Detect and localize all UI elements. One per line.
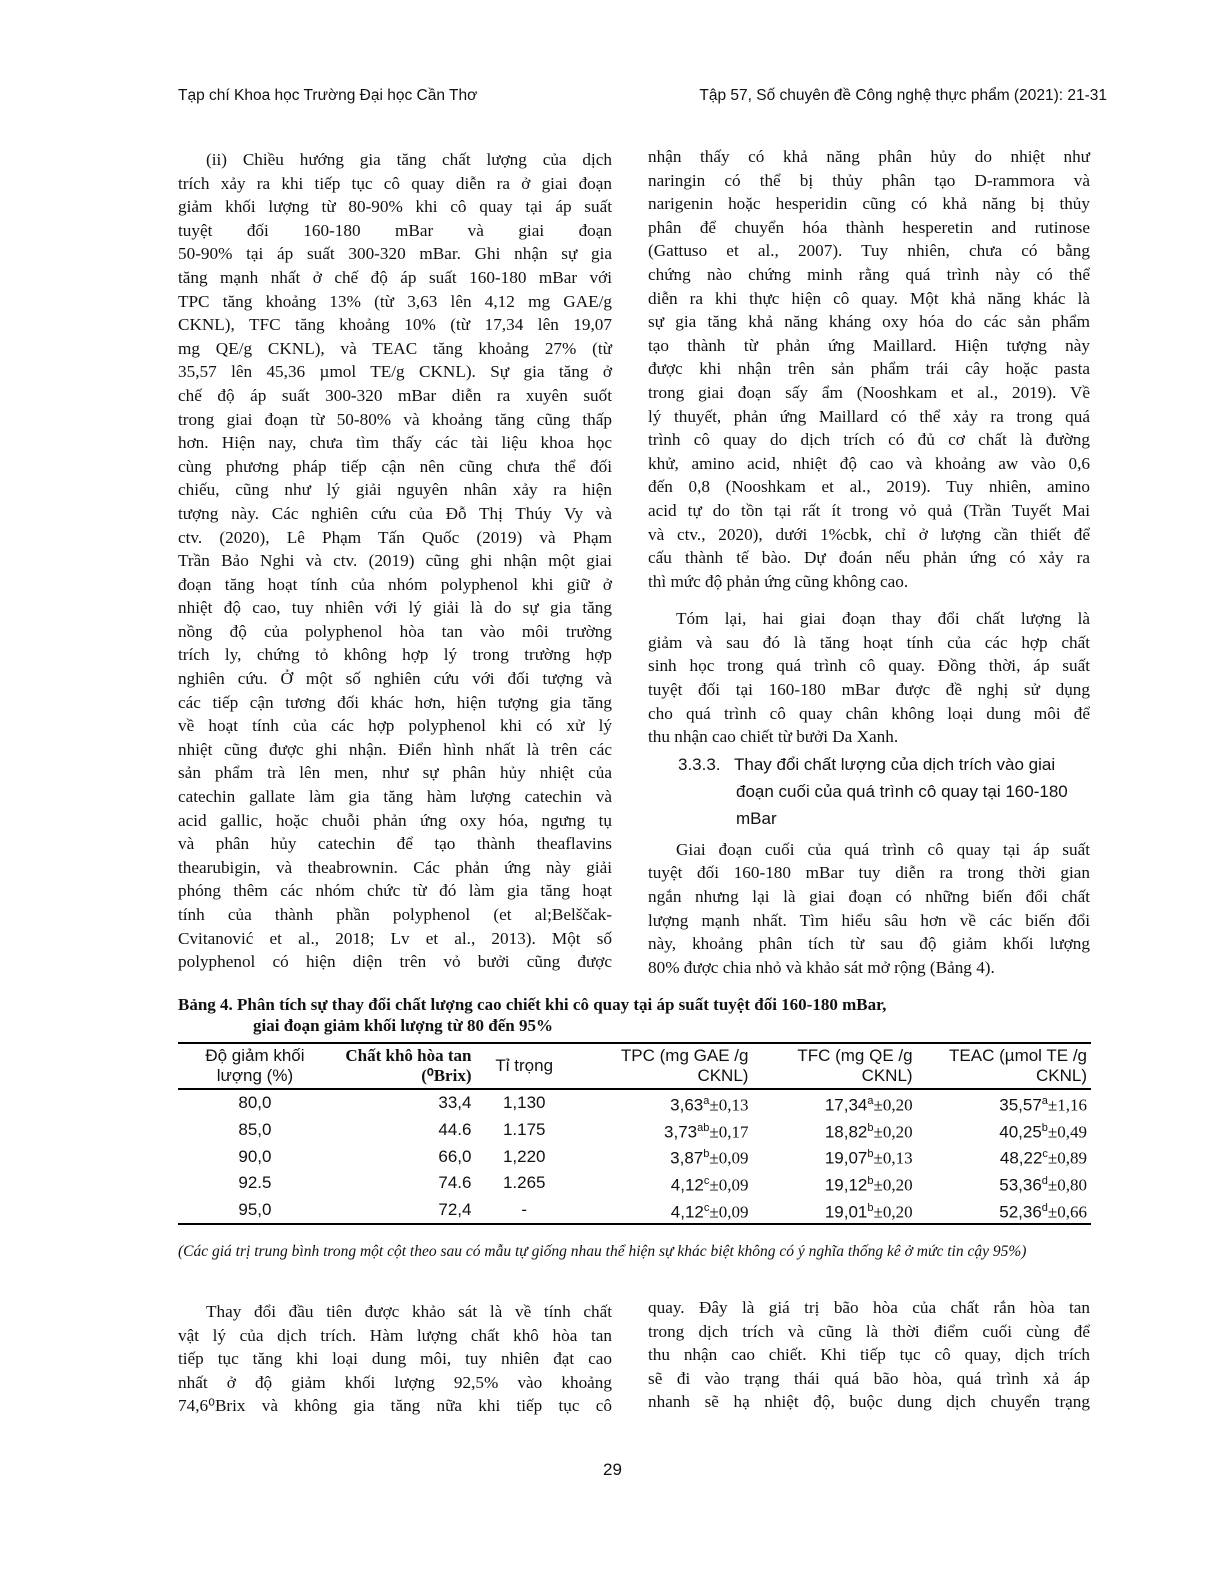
text-line: 74,6⁰Brix và không gia tăng nữa khi tiếp tục cô [178, 1396, 612, 1416]
text-line: này, khoảng phân tích từ sau độ giảm khối lượng [648, 934, 1090, 954]
journal-title: Tạp chí Khoa học Trường Đại học Cần Thơ [178, 87, 478, 104]
text-line: chế độ áp suất 300-320 mBar diễn ra xuyên suốt [178, 385, 612, 405]
section-heading [648, 751, 1090, 832]
tfc-group-letter: b [867, 1121, 874, 1134]
text-line: nhiệt cũng được ghi nhận. Điển hình nhất là trên các [178, 739, 612, 759]
mass-loss-cell [178, 1143, 332, 1170]
text-line: phóng thêm các nhóm chức từ đó làm gia tăng hoạt [178, 881, 612, 901]
tpc-value: 3,73 [664, 1122, 698, 1142]
teac-cell [917, 1143, 1091, 1170]
text-line: Cvitanović et al., 2018; Lv et al., 2013). Một số [178, 928, 612, 948]
text-line: thearubigin, và theabrownin. Các phản ứng này giải [178, 857, 612, 877]
mass-loss-cell: 95,0 [238, 1199, 272, 1219]
tpc-group-letter: a [703, 1095, 710, 1107]
brix-cell: 66,0 [438, 1146, 472, 1166]
text-line: tượng này. Các nghiên cứu của Đỗ Thị Thúy Vy và [178, 503, 612, 523]
text-line: trình cô quay do dịch trích có đủ cơ chất là đường [648, 430, 1090, 450]
text-line: và phân hủy catechin để tạo thành theaflavins [178, 834, 612, 854]
text-line: nhiệt độ cao, tuy nhiên với lý giải là do sự gia tăng [178, 598, 612, 618]
table-row [178, 1117, 1091, 1144]
teac-group-letter: d [1041, 1174, 1048, 1187]
teac-sd: ±0,89 [1047, 1148, 1087, 1168]
bottom-right-column [648, 1296, 1090, 1414]
text-line: về hoạt tính của các hợp polyphenol khi có xử lý [178, 716, 612, 736]
tfc-cell [752, 1089, 916, 1117]
tpc-value: 4,12 [670, 1202, 704, 1222]
text-line: vật lý của dịch trích. Hàm lượng chất khô hòa tan [178, 1325, 612, 1345]
brix-cell: 74.6 [438, 1173, 472, 1193]
teac-group-letter: c [1042, 1148, 1048, 1161]
text-line: nhận thấy có khả năng phân hủy do nhiệt như [648, 147, 1090, 166]
brix-cell [332, 1117, 476, 1144]
text-line: thì mức độ phản ứng cũng không cao. [648, 571, 909, 591]
mass-loss-cell [178, 1197, 332, 1225]
tpc-sd: ±0,09 [709, 1202, 749, 1222]
tpc-group-letter: b [703, 1148, 710, 1161]
tpc-cell [573, 1089, 753, 1117]
text-line: Giai đoạn cuối của quá trình cô quay tại áp suất [676, 839, 1090, 859]
text-line: sự gia tăng khả năng kháng oxy hóa do các sản phẩm [648, 312, 1090, 332]
text-line: được khi nhận trên sản phẩm trái cây hoặc pasta [648, 359, 1090, 379]
text-line: tuyệt đối 160-180 mBar và giai đoạn [178, 220, 612, 240]
table-row [178, 1143, 1091, 1170]
teac-group-letter: a [1041, 1095, 1048, 1107]
text-line: trích ly, chứng tỏ không hợp lý trong trường hợp [178, 645, 612, 665]
brix-cell: 44.6 [438, 1119, 472, 1139]
text-line: nhất ở độ giảm khối lượng 92,5% vào khoảng [178, 1372, 612, 1392]
density-cell: 1.265 [502, 1173, 546, 1193]
text-line: khử, amino acid, nhiệt độ cao và khoảng aw vào 0,6 [648, 453, 1090, 473]
text-line: CKNL), TFC tăng khoảng 10% (từ 17,34 lên 19,07 [178, 315, 612, 335]
teac-value: 48,22 [999, 1148, 1043, 1168]
tfc-sd: ±0,20 [873, 1175, 913, 1195]
mass-loss-cell [178, 1117, 332, 1144]
density-cell [475, 1117, 572, 1144]
paragraph [648, 838, 1090, 980]
text-line: đến 0,8 (Nooshkam et al., 2019). Tuy nhiên, amino [648, 477, 1090, 497]
text-line: tuyệt đối tại 160-180 mBar được đề nghị sử dụng [648, 680, 1090, 700]
tpc-cell [573, 1143, 753, 1170]
table-header-row [178, 1043, 1091, 1089]
text-line: thu nhận cao chiết. Khi tiếp tục cô quay, dịch trích [648, 1345, 1090, 1365]
text-line: trong giai đoạn sấy ẩm (Nooshkam et al., 2019). Về [648, 382, 1090, 402]
text-line: ngắn nhưng lại là giai đoạn có những biến đổi chất [648, 887, 1090, 907]
tfc-value: 19,07 [824, 1148, 868, 1168]
table-note: (Các giá trị trung bình trong một cột theo sau có mẫu tự giống nhau thể hiện sự khác biệt không có ý nghĩa thống kê ở mức tin cậy 95%) [178, 1243, 1027, 1260]
brix-cell: 72,4 [438, 1199, 472, 1219]
col-header-tfc: TFC (mg QE /g CKNL) [797, 1046, 913, 1085]
col-header-tpc: TPC (mg GAE /g CKNL) [620, 1046, 749, 1085]
mass-loss-cell: 85,0 [238, 1119, 272, 1139]
tfc-cell [752, 1197, 916, 1225]
tpc-sd: ±0,13 [709, 1095, 749, 1115]
table-caption [178, 994, 1098, 1036]
tpc-group-letter: ab [697, 1121, 710, 1134]
mass-loss-cell: 80,0 [238, 1093, 272, 1113]
text-line: nhanh sẽ hạ nhiệt độ, buộc dung dịch chuyển trạng [648, 1392, 1090, 1412]
text-line: (Gattuso et al., 2007). Tuy nhiên, chưa có bằng [648, 241, 1090, 261]
col-header-density: Tỉ trọng [495, 1056, 554, 1075]
text-line: naringin có thể bị thủy phân tạo D-rammora và [648, 170, 1090, 190]
tfc-value: 19,01 [824, 1202, 868, 1222]
paragraph [648, 607, 1090, 749]
text-line: trong giai đoạn từ 50-80% và khoảng tăng cũng thấp [178, 409, 612, 429]
teac-cell [917, 1117, 1091, 1144]
text-line: tăng mạnh nhất ở chế độ áp suất 160-180 mBar với [178, 267, 612, 287]
teac-cell [917, 1089, 1091, 1117]
tfc-group-letter: b [867, 1148, 874, 1161]
caption-line: giai đoạn giảm khối lượng từ 80 đến 95% [253, 1016, 553, 1035]
brix-cell [332, 1143, 476, 1170]
tpc-cell [573, 1170, 753, 1197]
text-line: catechin gallate làm gia tăng hàm lượng catechin và [178, 787, 612, 807]
tfc-sd: ±0,20 [873, 1122, 913, 1142]
density-cell [475, 1170, 572, 1197]
text-line: 35,57 lên 45,36 µmol TE/g CKNL). Sự gia tăng ở [178, 362, 612, 382]
density-cell [475, 1089, 572, 1117]
text-line: giảm và sau đó là tăng hoạt tính của các hợp chất [648, 632, 1090, 652]
brix-cell: 33,4 [438, 1093, 472, 1113]
text-line: quay. Đây là giá trị bão hòa của chất rắn hòa tan [648, 1298, 1090, 1317]
text-line: trích xảy ra khi tiếp tục cô quay diễn ra ở giai đoạn [178, 173, 612, 193]
caption-line: Bảng 4. Phân tích sự thay đổi chất lượng cao chiết khi cô quay tại áp suất tuyệt đối 160-180 mBar, [178, 995, 887, 1014]
text-line: tuyệt đối 160-180 mBar tuy diễn ra trong thời gian [648, 863, 1090, 883]
col-header-brix: Chất khô hòa tan (⁰Brix) [345, 1046, 472, 1085]
teac-value: 40,25 [999, 1122, 1042, 1142]
tpc-value: 3,87 [670, 1148, 704, 1168]
text-line: hơn. Hiện nay, chưa tìm thấy các tài liệu khoa học [178, 433, 612, 453]
brix-cell [332, 1197, 476, 1225]
brix-cell [332, 1089, 476, 1117]
text-line: giảm khối lượng từ 80-90% khi cô quay tại áp suất [178, 197, 612, 217]
text-line: acid tự do tồn tại rất ít trong vỏ quả (Trần Tuyết Mai [648, 500, 1090, 520]
tpc-value: 3,63 [670, 1095, 704, 1115]
tpc-group-letter: c [703, 1174, 710, 1187]
tfc-cell [752, 1117, 916, 1144]
teac-sd: ±1,16 [1047, 1095, 1087, 1115]
tfc-cell [752, 1143, 916, 1170]
density-cell: 1,220 [502, 1146, 546, 1166]
teac-group-letter: d [1041, 1201, 1048, 1214]
tfc-group-letter: b [867, 1174, 874, 1187]
teac-value: 52,36 [999, 1202, 1042, 1222]
text-line: nghiên cứu. Ở một số nghiên cứu với đối tượng và [178, 669, 612, 689]
text-line: polyphenol có hiện diện trên vỏ bưởi cũng được [178, 952, 612, 972]
tfc-value: 18,82 [824, 1122, 868, 1142]
issue-info: Tập 57, Số chuyên đề Công nghệ thực phẩm (2021): 21-31 [699, 87, 1107, 104]
text-line: trong dịch trích và cũng là thời điểm cuối cùng để [648, 1321, 1090, 1341]
text-line: các tiếp cận tương đối khác hơn, hiện tượng gia tăng [178, 692, 612, 712]
text-line: TPC tăng khoảng 13% (từ 3,63 lên 4,12 mg GAE/g [178, 291, 612, 311]
col-header-teac: TEAC (µmol TE /g CKNL) [949, 1046, 1087, 1085]
text-line: lượng mạnh nhất. Tìm hiểu sâu hơn về các biến đổi [648, 910, 1090, 930]
tfc-sd: ±0,13 [873, 1148, 913, 1168]
text-line: thu nhận cao chiết từ bưởi Da Xanh. [648, 727, 899, 747]
text-line: narigenin hoặc hesperidin cũng có khả năng bị thủy [648, 194, 1090, 214]
text-line: ctv. (2020), Lê Phạm Tấn Quốc (2019) và Phạm [178, 527, 612, 547]
col-header-mass-loss: Độ giảm khối lượng (%) [205, 1046, 305, 1085]
text-line: chiếu, cũng như lý giải nguyên nhân xảy ra hiện [178, 480, 612, 500]
text-line: Thay đổi đầu tiên được khảo sát là về tính chất [206, 1302, 612, 1321]
text-line: đoạn tăng hoạt tính của nhóm polyphenol khi giữ ở [178, 574, 612, 594]
teac-sd: ±0,80 [1047, 1175, 1087, 1195]
text-line: cùng phương pháp tiếp cận nên cũng chưa thể đối [178, 456, 612, 476]
text-line: và ctv., 2020), dưới 1%cbk, chỉ ở lượng cần thiết để [648, 524, 1090, 544]
text-line: cấu thành tế bào. Dự đoán nếu phản ứng có xảy ra [648, 548, 1090, 568]
tfc-sd: ±0,20 [873, 1202, 913, 1222]
text-line: 80% được chia nhỏ và khảo sát mở rộng (Bảng 4). [648, 957, 995, 977]
data-table [178, 1042, 1091, 1225]
teac-sd: ±0,66 [1047, 1202, 1087, 1222]
text-line: tạo thành từ phản ứng Maillard. Hiện tượng này [648, 335, 1090, 355]
page-number: 29 [603, 1460, 622, 1479]
text-line: lý thuyết, phản ứng Maillard có thể xảy ra trong quá [648, 406, 1090, 426]
bottom-left-column [178, 1300, 612, 1418]
density-cell: - [521, 1199, 528, 1219]
mass-loss-cell [178, 1170, 332, 1197]
density-cell [475, 1143, 572, 1170]
left-column [178, 148, 612, 974]
text-line: chứng nào chứng minh rằng quá trình này có thể [648, 264, 1090, 284]
tpc-cell [573, 1197, 753, 1225]
text-line: Tóm lại, hai giai đoạn thay đổi chất lượng là [676, 609, 1090, 629]
text-line: sản phẩm trà lên men, như sự phân hủy nhiệt của [178, 763, 612, 783]
text-line: nồng độ của polyphenol hòa tan vào môi trường [178, 621, 612, 641]
mass-loss-cell: 92.5 [238, 1173, 272, 1193]
tfc-cell [752, 1170, 916, 1197]
mass-loss-cell: 90,0 [238, 1146, 272, 1166]
right-column [648, 145, 1090, 979]
text-line: tiếp tục tăng khi loại dung môi, tuy nhiên đạt cao [178, 1349, 612, 1369]
tfc-group-letter: b [867, 1201, 874, 1214]
brix-cell [332, 1170, 476, 1197]
section-number: 3.3.3. [678, 754, 721, 774]
tpc-sd: ±0,09 [709, 1175, 749, 1195]
tfc-sd: ±0,20 [873, 1095, 913, 1115]
teac-sd: ±0,49 [1047, 1122, 1087, 1142]
text-line: Trần Bảo Nghi và ctv. (2019) cũng ghi nhận một giai [178, 551, 612, 571]
paragraph [648, 145, 1090, 593]
tfc-value: 17,34 [824, 1095, 868, 1115]
text-line: sinh học trong quá trình cô quay. Đồng thời, áp suất [648, 656, 1090, 676]
mass-loss-cell [178, 1089, 332, 1117]
teac-cell [917, 1170, 1091, 1197]
table-row [178, 1170, 1091, 1197]
tpc-sd: ±0,09 [709, 1148, 749, 1168]
tfc-value: 19,12 [824, 1175, 868, 1195]
text-line: 50-90% tại áp suất 300-320 mBar. Ghi nhận sự gia [178, 244, 612, 264]
tpc-group-letter: c [703, 1201, 710, 1214]
density-cell: 1,130 [502, 1093, 546, 1113]
tfc-group-letter: a [867, 1095, 874, 1107]
paragraph [178, 148, 612, 974]
tpc-sd: ±0,17 [709, 1122, 749, 1142]
tpc-value: 4,12 [670, 1175, 704, 1195]
text-line: cho quá trình cô quay chân không loại dung môi để [648, 703, 1090, 723]
table-row [178, 1197, 1091, 1225]
teac-value: 53,36 [999, 1175, 1042, 1195]
text-line: acid gallic, hoặc chuỗi phản ứng oxy hóa, ngưng tụ [178, 810, 612, 830]
text-line: diễn ra khi thực hiện cô quay. Một khả năng khác là [648, 288, 1090, 308]
teac-value: 35,57 [999, 1095, 1042, 1115]
text-line: sẽ đi vào trạng thái quá bão hòa, quá trình xả áp [648, 1368, 1090, 1388]
teac-cell [917, 1197, 1091, 1225]
text-line: tính của thành phần polyphenol (et al;Belščak- [178, 905, 612, 924]
text-line: mg QE/g CKNL), và TEAC tăng khoảng 27% (từ [178, 338, 612, 358]
table-row [178, 1089, 1091, 1117]
density-cell: 1.175 [502, 1119, 546, 1139]
text-line: phân để chuyển hóa thành hesperetin and rutinose [648, 217, 1090, 237]
tpc-cell [573, 1117, 753, 1144]
text-line: (ii) Chiều hướng gia tăng chất lượng của dịch [206, 150, 612, 169]
density-cell [475, 1197, 572, 1225]
section-title: Thay đổi chất lượng của dịch trích vào giai đoạn cuối của quá trình cô quay tại 160-180 mBar [734, 754, 1068, 828]
teac-group-letter: b [1041, 1121, 1048, 1134]
